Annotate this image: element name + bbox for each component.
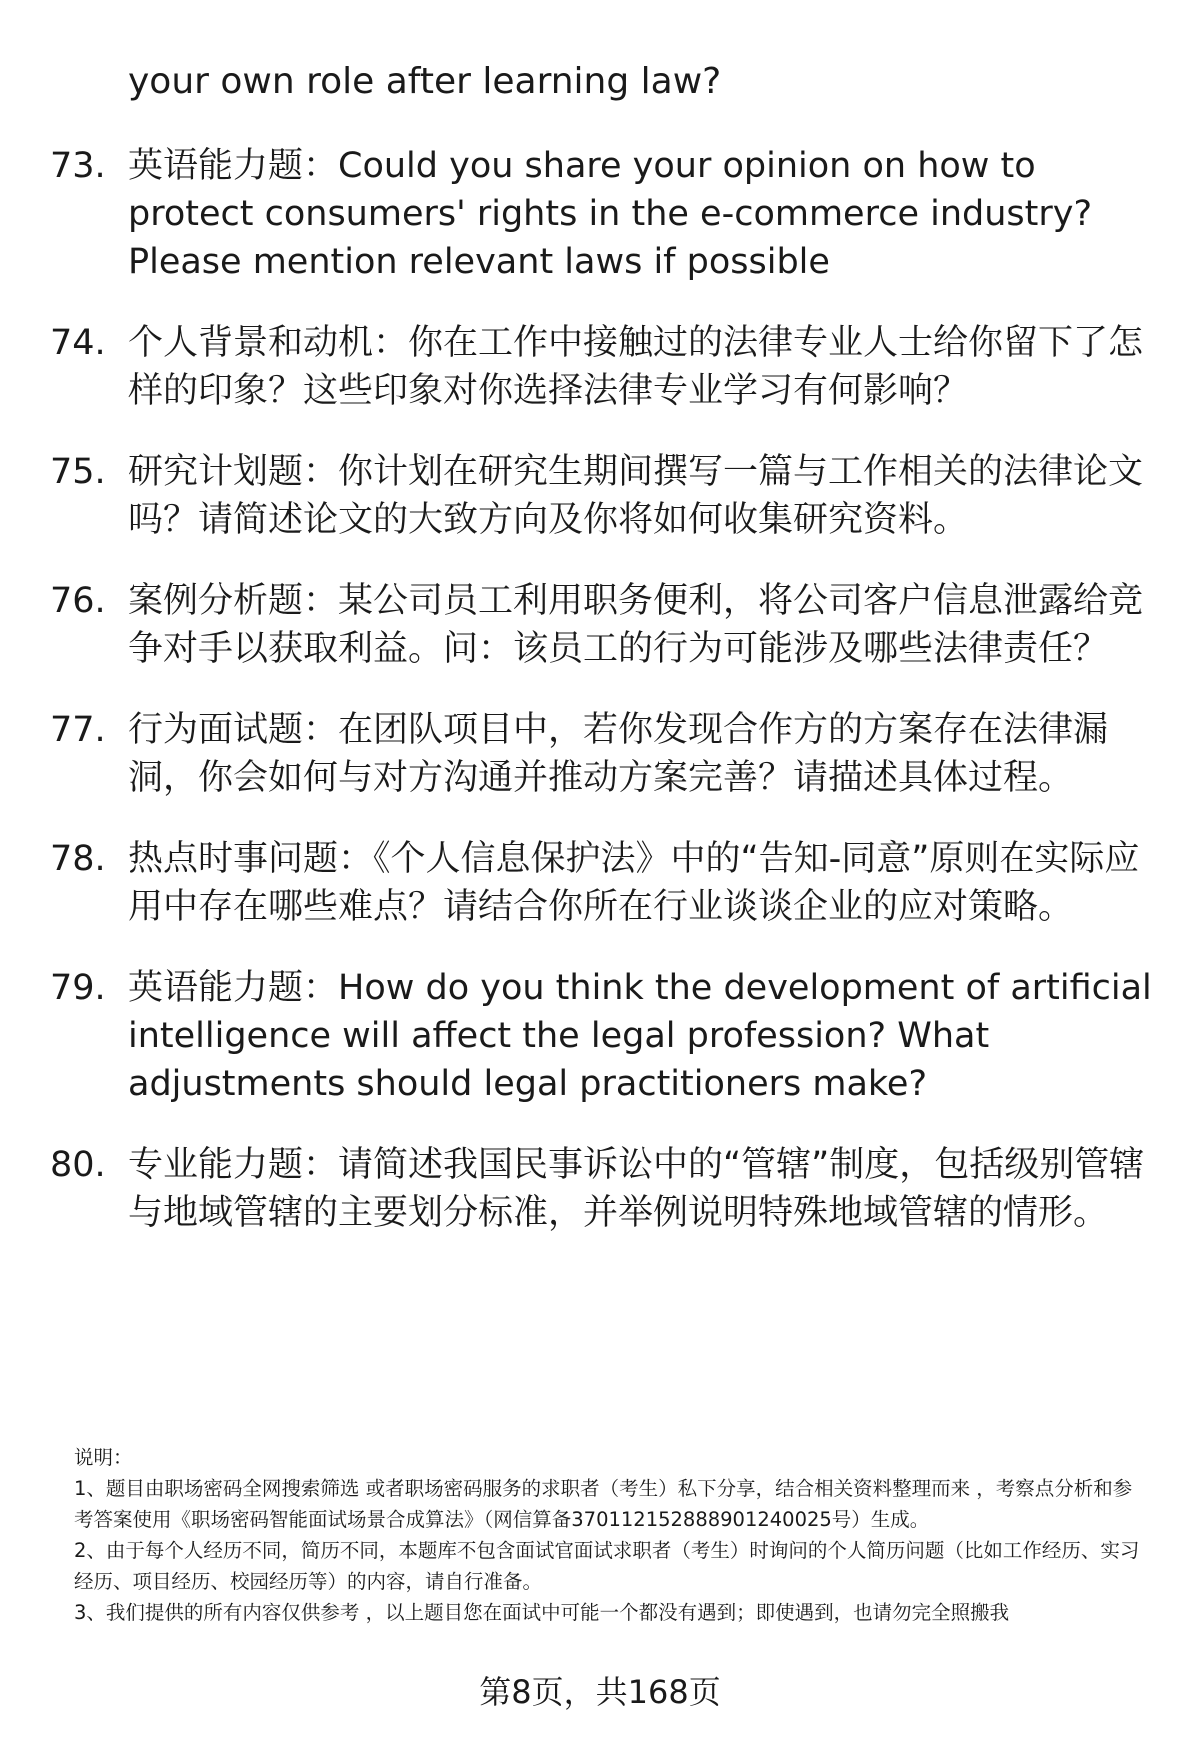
question-item xyxy=(50,448,1160,544)
question-item xyxy=(50,577,1160,673)
page-number: 第8页，共168页 xyxy=(479,1673,721,1711)
question-number: 80. xyxy=(50,1145,106,1185)
question-number: 76. xyxy=(50,581,106,621)
question-text: 专业能力题：请简述我国民事诉讼中的“管辖”制度，包括级别管辖与地域管辖的主要划分标准，并举例说明特殊地域管辖的情形。 xyxy=(128,1145,1145,1233)
question-number: 73. xyxy=(50,146,106,186)
note-item: 1、题目由职场密码全网搜索筛选 或者职场密码服务的求职者（考生）私下分享，结合相关资料整理而来 ，考察点分析和参考答案使用《职场密码智能面试场景合成算法》（网信算备370112152888901240025号）生成。 xyxy=(74,1477,1133,1531)
note-item: 2、由于每个人经历不同，简历不同，本题库不包含面试官面试求职者（考生）时询问的个人简历问题（比如工作经历、实习经历、项目经历、校园经历等）的内容，请自行准备。 xyxy=(74,1539,1140,1593)
question-number: 78. xyxy=(50,839,106,879)
notes-heading: 说明： xyxy=(74,1446,133,1469)
question-item xyxy=(50,964,1160,1108)
question-item xyxy=(50,835,1160,931)
question-text: 英语能力题：Could you share your opinion on how to protect consumers' rights in the e-commerce industry? Please mention relevant laws if possible xyxy=(128,146,1093,282)
question-item xyxy=(50,319,1160,415)
notes-section xyxy=(74,1442,1150,1628)
question-text: 热点时事问题：《个人信息保护法》中的“告知-同意”原则在实际应用中存在哪些难点？请结合你所在行业谈谈企业的应对策略。 xyxy=(128,839,1140,927)
question-list xyxy=(50,142,1160,1270)
continued-question-text: your own role after learning law? xyxy=(128,61,722,102)
question-number: 75. xyxy=(50,452,106,492)
question-item xyxy=(50,706,1160,802)
question-text: 研究计划题：你计划在研究生期间撰写一篇与工作相关的法律论文吗？请简述论文的大致方向及你将如何收集研究资料。 xyxy=(128,452,1144,540)
question-item xyxy=(50,142,1160,286)
question-item xyxy=(50,1141,1160,1237)
question-number: 74. xyxy=(50,323,106,363)
question-text: 个人背景和动机：你在工作中接触过的法律专业人士给你留下了怎样的印象？这些印象对你选择法律专业学习有何影响？ xyxy=(128,323,1144,411)
question-text: 行为面试题：在团队项目中，若你发现合作方的方案存在法律漏洞，你会如何与对方沟通并推动方案完善？请描述具体过程。 xyxy=(128,710,1109,798)
question-text: 案例分析题：某公司员工利用职务便利，将公司客户信息泄露给竞争对手以获取利益。问：该员工的行为可能涉及哪些法律责任？ xyxy=(128,581,1144,669)
question-number: 77. xyxy=(50,710,106,750)
question-text: 英语能力题：How do you think the development of artificial intelligence will affect the legal profession? What adjustments should legal practitioners make? xyxy=(128,968,1152,1104)
note-item: 3、我们提供的所有内容仅供参考 ，以上题目您在面试中可能一个都没有遇到；即使遇到，也请勿完全照搬我 xyxy=(74,1601,1010,1624)
question-number: 79. xyxy=(50,968,106,1008)
